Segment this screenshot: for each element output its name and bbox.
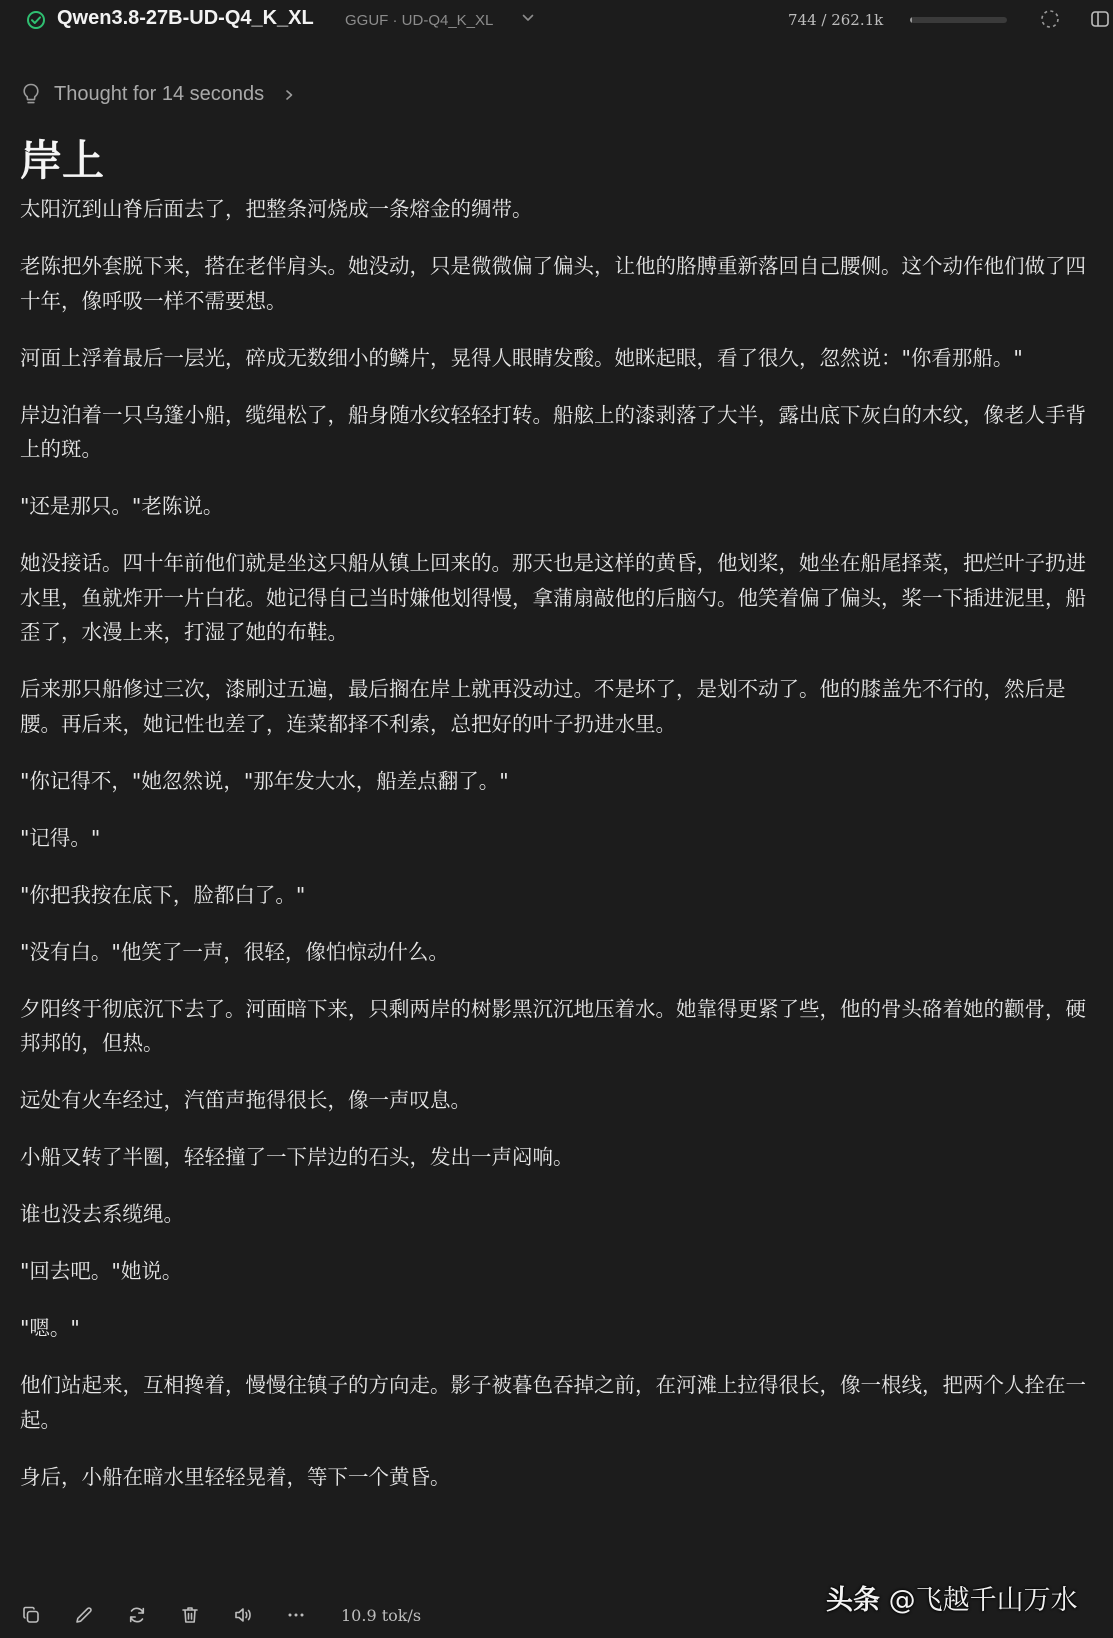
story-paragraph: 身后，小船在暗水里轻轻晃着，等下一个黄昏。 bbox=[20, 1464, 451, 1489]
story-paragraph: 太阳沉到山脊后面去了，把整条河烧成一条熔金的绸带。 bbox=[20, 197, 533, 221]
story-paragraph: 她没接话。四十年前他们就是坐这只船从镇上回来的。那天也是这样的黄昏，他划桨，她坐在船尾择菜，把烂叶子扔进水里，鱼就炸开一片白花。她记得自己当时嫌他划得慢，拿蒲扇敲他的后脑勺。他笑着偏了偏头，桨一下插进泥里，船歪了，水漫上来，打湿了她的布鞋。 bbox=[20, 551, 1086, 644]
watermark-brand: 头条 bbox=[826, 1585, 880, 1616]
story-paragraph: "记得。" bbox=[20, 825, 101, 850]
story-paragraph: "没有白。"他笑了一声，很轻，像怕惊动什么。 bbox=[20, 939, 449, 964]
context-usage-bar bbox=[910, 17, 1007, 23]
regenerate-button[interactable] bbox=[126, 1604, 148, 1626]
loading-spinner-icon bbox=[1039, 8, 1061, 30]
model-name[interactable]: Qwen3.8-27B-UD-Q4_K_XL bbox=[57, 7, 314, 29]
edit-icon bbox=[74, 1605, 94, 1625]
check-circle-icon bbox=[26, 10, 46, 30]
delete-button[interactable] bbox=[179, 1604, 201, 1626]
copy-icon bbox=[21, 1605, 41, 1625]
thought-label: Thought for 14 seconds bbox=[54, 82, 265, 105]
tokens-per-second: 10.9 tok/s bbox=[341, 1605, 422, 1625]
story-paragraph: "你记得不，"她忽然说，"那年发大水，船差点翻了。" bbox=[20, 768, 509, 793]
story-paragraph: 河面上浮着最后一层光，碎成无数细小的鳞片，晃得人眼睛发酸。她眯起眼，看了很久，忽然说："你看那船。" bbox=[20, 345, 1023, 370]
more-icon bbox=[286, 1605, 306, 1625]
story-title: 岸上 bbox=[20, 136, 105, 185]
story-paragraph: 小船又转了半圈，轻轻撞了一下岸边的石头，发出一声闷响。 bbox=[20, 1145, 574, 1169]
story-paragraph: 岸边泊着一只乌篷小船，缆绳松了，船身随水纹轻轻打转。船舷上的漆剥落了大半，露出底下灰白的木纹，像老人手背上的斑。 bbox=[20, 402, 1086, 461]
top-bar bbox=[0, 0, 1113, 40]
story-paragraph: 老陈把外套脱下来，搭在老伴肩头。她没动，只是微微偏了偏头，让他的胳膊重新落回自己腰侧。这个动作他们做了四十年，像呼吸一样不需要想。 bbox=[20, 254, 1086, 313]
story-paragraph: 谁也没去系缆绳。 bbox=[20, 1202, 184, 1226]
story-paragraph: 后来那只船修过三次，漆刷过五遍，最后搁在岸上就再没动过。不是坏了，是划不动了。他的膝盖先不行的，然后是腰。再后来，她记性也差了，连菜都择不利索，总把好的叶子扔进水里。 bbox=[20, 677, 1066, 736]
story-paragraph: 他们站起来，互相搀着，慢慢往镇子的方向走。影子被暮色吞掉之前，在河滩上拉得很长，像一根线，把两个人拴在一起。 bbox=[20, 1373, 1086, 1432]
story-paragraph: 夕阳终于彻底沉下去了。河面暗下来，只剩两岸的树影黑沉沉地压着水。她靠得更紧了些，他的骨头硌着她的颧骨，硬邦邦的，但热。 bbox=[20, 996, 1086, 1055]
edit-button[interactable] bbox=[73, 1604, 95, 1626]
message-actions bbox=[20, 1604, 421, 1626]
watermark bbox=[826, 1578, 1078, 1617]
token-count: 744 / 262.1k bbox=[788, 11, 884, 29]
speaker-icon bbox=[233, 1605, 253, 1625]
model-format[interactable]: GGUF · UD-Q4_K_XL bbox=[345, 12, 494, 29]
chevron-right-icon bbox=[282, 88, 296, 102]
story-paragraph: 远处有火车经过，汽笛声拖得很长，像一声叹息。 bbox=[20, 1088, 471, 1112]
story-paragraph: "你把我按在底下，脸都白了。" bbox=[20, 882, 306, 907]
lightbulb-icon bbox=[20, 82, 42, 106]
watermark-handle: @飞越千山万水 bbox=[888, 1585, 1078, 1616]
story-paragraph: "还是那只。"老陈说。 bbox=[20, 494, 224, 518]
thought-toggle[interactable] bbox=[20, 82, 296, 106]
context-usage-fill bbox=[910, 17, 912, 23]
story-paragraph: "回去吧。"她说。 bbox=[20, 1259, 183, 1283]
sidebar-toggle-icon[interactable] bbox=[1090, 9, 1110, 29]
chevron-down-icon[interactable] bbox=[520, 10, 536, 26]
copy-button[interactable] bbox=[20, 1604, 42, 1626]
more-options-button[interactable] bbox=[285, 1604, 307, 1626]
regenerate-icon bbox=[127, 1605, 147, 1625]
story-paragraph: "嗯。" bbox=[20, 1316, 80, 1340]
delete-icon bbox=[180, 1605, 200, 1625]
story-body bbox=[20, 192, 1090, 1517]
read-aloud-button[interactable] bbox=[232, 1604, 254, 1626]
